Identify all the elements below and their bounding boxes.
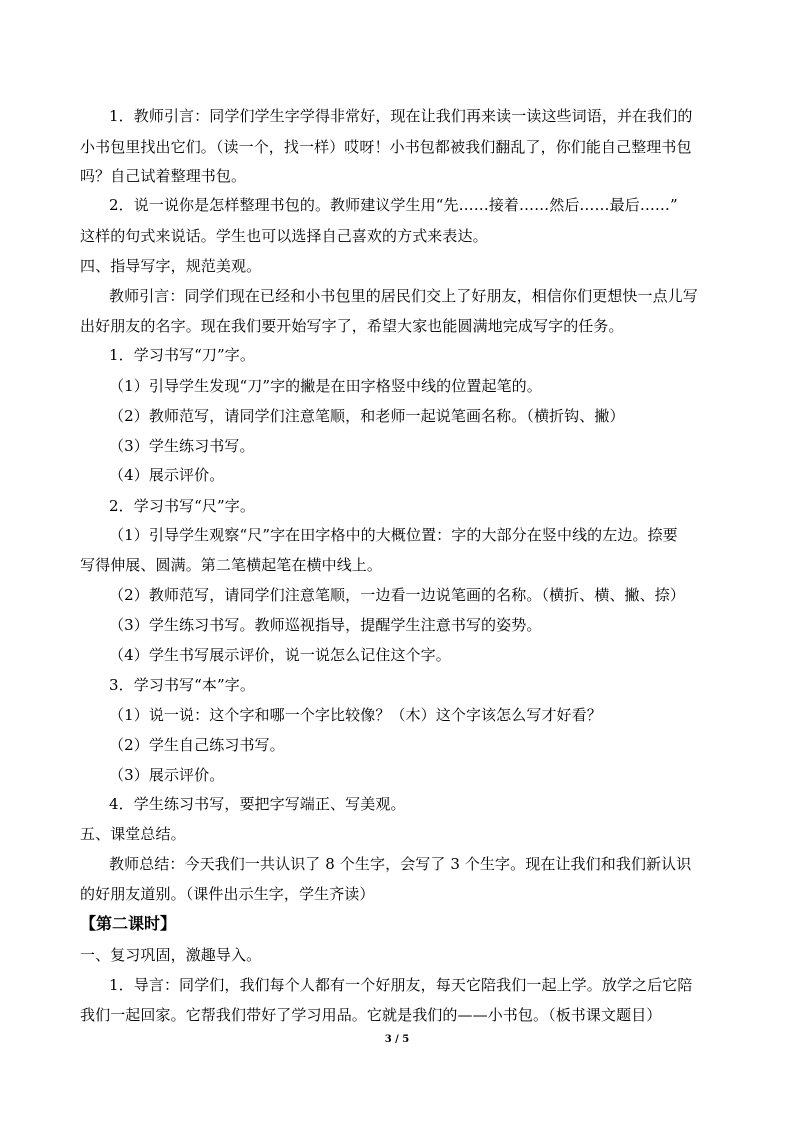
page-number: 3 / 5 xyxy=(384,1034,410,1045)
list-item: （2）教师范写，请同学们注意笔顺，和老师一起说笔画名称。（横折钩、撇） xyxy=(109,407,625,425)
paragraph-line: 的好朋友道别。（课件出示生字，学生齐读） xyxy=(80,885,375,903)
list-item: （3）展示评价。 xyxy=(109,766,225,784)
list-item: （4）学生书写展示评价，说一说怎么记住这个字。 xyxy=(109,646,451,664)
list-item: （1）引导学生观察“尺”字在田字格中的大概位置：字的大部分在竖中线的左边。捺要 xyxy=(109,526,678,544)
list-item: （2）教师范写，请同学们注意笔顺，一边看一边说笔画的名称。（横折、横、撇、捺） xyxy=(109,586,685,604)
paragraph-line: 教师总结：今天我们一共认识了 8 个生字，会写了 3 个生字。现在让我们和我们新认识 xyxy=(109,855,692,873)
list-item: 4．学生练习书写，要把字写端正、写美观。 xyxy=(109,795,406,813)
paragraph-line: 这样的句式来说话。学生也可以选择自己喜欢的方式来表达。 xyxy=(80,227,488,245)
paragraph-line: 小书包里找出它们。（读一个，找一样）哎呀！小书包都被我们翻乱了，你们能自己整理书包 xyxy=(80,138,692,156)
paragraph-line: 教师引言：同学们现在已经和小书包里的居民们交上了好朋友，相信你们更想快一点儿写 xyxy=(109,287,698,305)
paragraph-line: 写得伸展、圆满。第二笔横起笔在横中线上。 xyxy=(80,556,383,574)
list-item: （1）说一说：这个字和哪一个字比较像？（木）这个字该怎么写才好看？ xyxy=(109,706,602,724)
paragraph-line: 出好朋友的名字。现在我们要开始写字了，希望大家也能圆满地完成写字的任务。 xyxy=(80,317,624,335)
section-heading: 一、复习巩固，激趣导入。 xyxy=(80,946,262,964)
paragraph-line: 2．说一说你是怎样整理书包的。教师建议学生用“先……接着……然后……最后……” xyxy=(109,196,678,214)
paragraph-line: 我们一起回家。它帮我们带好了学习用品。它就是我们的——小书包。（板书课文题目） xyxy=(80,1006,662,1024)
list-item: （3）学生练习书写。 xyxy=(109,437,255,455)
paragraph-line: 1．导言：同学们，我们每个人都有一个好朋友，每天它陪我们一起上学。放学之后它陪 xyxy=(109,976,693,994)
lesson-heading: 【第二课时】 xyxy=(80,914,177,933)
list-item: （3）学生练习书写。教师巡视指导，提醒学生注意书写的姿势。 xyxy=(109,616,542,634)
list-item: 2．学习书写“尺”字。 xyxy=(109,497,255,515)
section-heading: 四、指导写字，规范美观。 xyxy=(80,257,262,275)
list-item: （2）学生自己练习书写。 xyxy=(109,736,285,754)
list-item: （4）展示评价。 xyxy=(109,466,225,484)
paragraph-line: 吗？自己试着整理书包。 xyxy=(80,167,247,185)
list-item: （1）引导学生发现“刀”字的撇是在田字格竖中线的位置起笔的。 xyxy=(109,377,542,395)
section-heading: 五、课堂总结。 xyxy=(80,825,186,843)
list-item: 3．学习书写“本”字。 xyxy=(109,676,255,694)
list-item: 1．学习书写“刀”字。 xyxy=(109,346,255,364)
paragraph-line: 1．教师引言：同学们学生字学得非常好，现在让我们再来读一读这些词语，并在我们的 xyxy=(109,107,693,125)
